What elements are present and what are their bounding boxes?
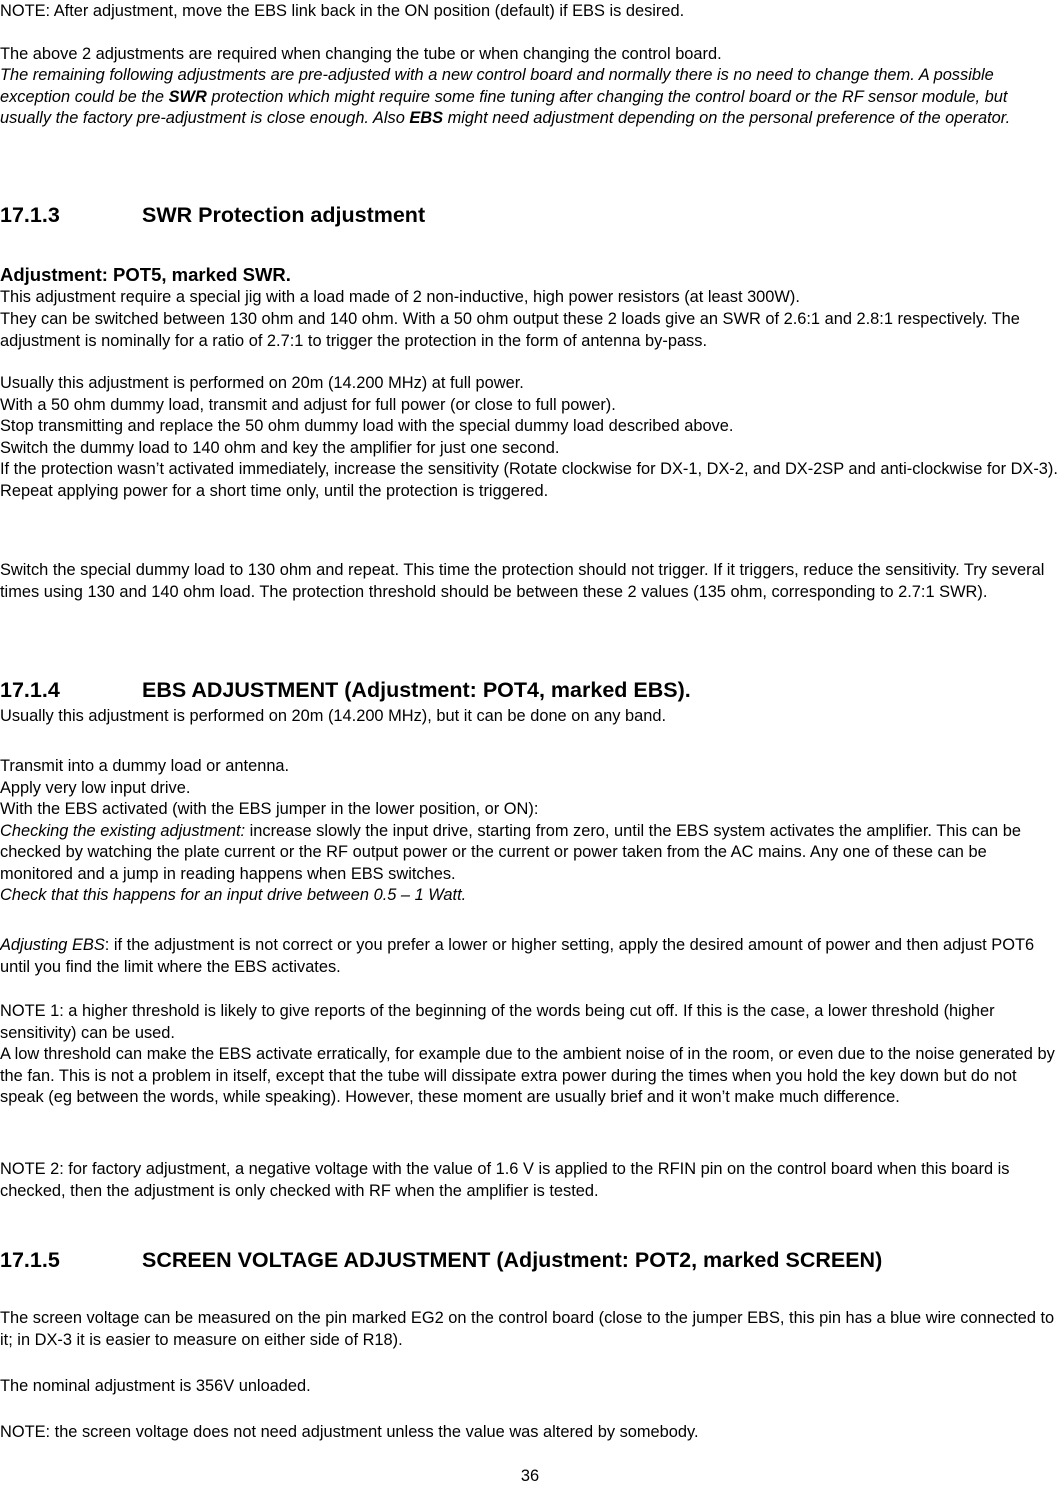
section-title: SWR Protection adjustment: [142, 203, 426, 227]
remaining-text-3: might need adjustment depending on the personal preference of the operator.: [443, 109, 1011, 127]
swr-emphasis: SWR: [168, 87, 207, 106]
ebs-note1-continued: A low threshold can make the EBS activate erratically, for example due to the ambient noise of in the room, or even due to the noise generated by the fan. This is not a problem in itself, except that the tube will dissipate extra power during the times when you hold the key down but do not speak (eg between the words, while speaking). However, these moment are usually brief and it won’t make much difference.: [0, 1045, 1055, 1106]
swr-loads-paragraph: They can be switched between 130 ohm and 140 ohm. With a 50 ohm output these 2 loads give an SWR of 2.6:1 and 2.8:1 respectively. The adjustment is nominally for a ratio of 2.7:1 to trigger the protection in the form of antenna by-pass.: [0, 310, 1020, 350]
adjusting-text: : if the adjustment is not correct or you prefer a lower or higher setting, apply the desired amount of power and then adjust POT6 until you find the limit where the EBS activates.: [0, 936, 1035, 976]
ebs-step: Transmit into a dummy load or antenna.: [0, 757, 290, 775]
screen-nominal-paragraph: The nominal adjustment is 356V unloaded.: [0, 1377, 311, 1395]
ebs-procedure-block: [0, 756, 1060, 907]
heading-17-1-4: [0, 677, 1060, 703]
section-number: 17.1.4: [0, 678, 60, 702]
screen-note-paragraph: NOTE: the screen voltage does not need adjustment unless the value was altered by somebody.: [0, 1423, 699, 1441]
swr-repeat-paragraph: Switch the special dummy load to 130 ohm and repeat. This time the protection should not trigger. If it triggers, reduce the sensitivity. Try several times using 130 and 140 ohm load. The protection threshold should be between these 2 values (135 ohm, corresponding to 2.7:1 SWR).: [0, 561, 1045, 601]
page-number: 36: [520, 1467, 540, 1485]
above-adjustments-paragraph: The above 2 adjustments are required when changing the tube or when changing the control board.: [0, 45, 722, 63]
section-number: 17.1.5: [0, 1248, 60, 1272]
checking-label: Checking the existing adjustment:: [0, 821, 246, 840]
ebs-intro-paragraph: Usually this adjustment is performed on 20m (14.200 MHz), but it can be done on any band.: [0, 707, 667, 725]
screen-measure-paragraph: The screen voltage can be measured on the pin marked EG2 on the control board (close to the jumper EBS, this pin has a blue wire connected to it; in DX-3 it is easier to measure on either side of R18).: [0, 1309, 1055, 1349]
heading-17-1-3: [0, 202, 1060, 228]
ebs-emphasis: EBS: [409, 109, 444, 127]
section-title: SCREEN VOLTAGE ADJUSTMENT (Adjustment: POT2, marked SCREEN): [142, 1248, 883, 1272]
ebs-check-that-line: Check that this happens for an input drive between 0.5 – 1 Watt.: [0, 886, 467, 904]
remaining-text-2: protection which might require some fine tuning after changing the control board or the RF sensor module, but usually the factory pre-adjustment is close enough. Also: [0, 87, 1008, 127]
swr-subheading: Adjustment: POT5, marked SWR.: [0, 264, 291, 285]
swr-step: Repeat applying power for a short time only, until the protection is triggered.: [0, 481, 549, 500]
section-number: 17.1.3: [0, 203, 60, 227]
ebs-checking-paragraph: [0, 821, 1060, 886]
adjusting-label: Adjusting EBS: [0, 936, 105, 954]
swr-step: With a 50 ohm dummy load, transmit and adjust for full power (or close to full power).: [0, 395, 616, 414]
section-title: EBS ADJUSTMENT (Adjustment: POT4, marked EBS).: [142, 678, 691, 702]
swr-procedure-steps: [0, 373, 1060, 502]
ebs-step: Apply very low input drive.: [0, 778, 191, 797]
remaining-text-1: The remaining following adjustments are pre-adjusted with a new control board and normally there is no need to change them. A possible exception could be the: [0, 66, 994, 106]
note-after-adjustment: NOTE: After adjustment, move the EBS link back in the ON position (default) if EBS is desired.: [0, 2, 685, 20]
swr-step: Usually this adjustment is performed on 20m (14.200 MHz) at full power.: [0, 374, 524, 392]
remaining-adjustments-paragraph: [0, 65, 1060, 130]
swr-step: Switch the dummy load to 140 ohm and key the amplifier for just one second.: [0, 438, 560, 457]
heading-17-1-5: [0, 1247, 1060, 1273]
ebs-adjusting-paragraph: [0, 935, 1060, 978]
ebs-note2: NOTE 2: for factory adjustment, a negative voltage with the value of 1.6 V is applied to the RFIN pin on the control board when this board is checked, then the adjustment is only checked with RF when the amplifier is tested.: [0, 1160, 1010, 1200]
ebs-step: With the EBS activated (with the EBS jumper in the lower position, or ON):: [0, 800, 539, 818]
swr-step: If the protection wasn’t activated immediately, increase the sensitivity (Rotate clockwise for DX-1, DX-2, and DX-2SP and anti-clockwise for DX-3).: [0, 460, 1058, 478]
ebs-note1: NOTE 1: a higher threshold is likely to give reports of the beginning of the words being cut off. If this is the case, a lower threshold (higher sensitivity) can be used.: [0, 1002, 995, 1042]
swr-step: Stop transmitting and replace the 50 ohm dummy load with the special dummy load described above.: [0, 417, 734, 435]
ebs-note1-block: [0, 1001, 1060, 1109]
swr-jig-paragraph: This adjustment require a special jig with a load made of 2 non-inductive, high power resistors (at least 300W).: [0, 288, 800, 306]
checking-text: increase slowly the input drive, starting from zero, until the EBS system activates the amplifier. This can be checked by watching the plate current or the RF output power or the current or power taken from the AC mains. Any one of these can be monitored and a jump in reading happens when EBS switches.: [0, 821, 1021, 883]
